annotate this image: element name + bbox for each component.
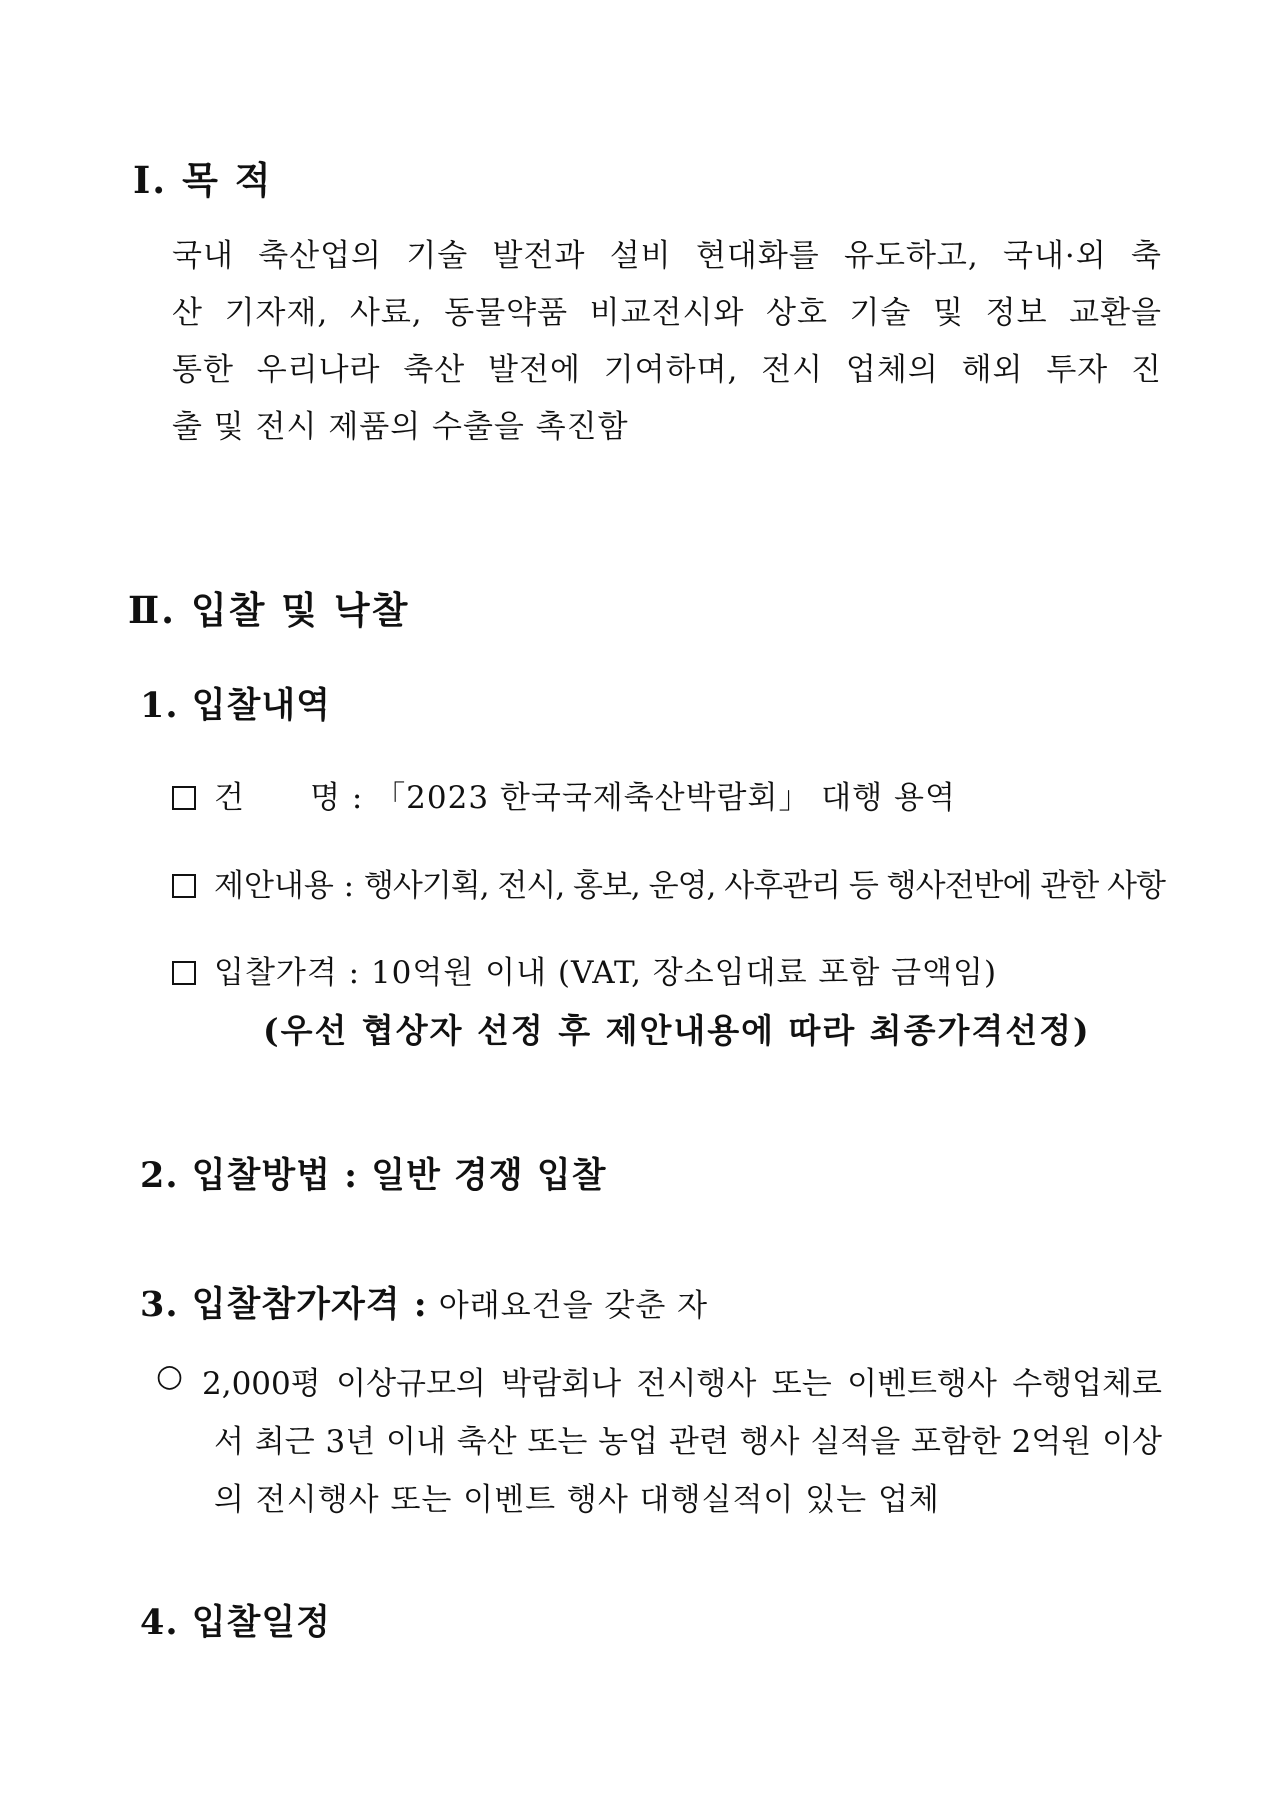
- purpose-line-3: 통한 우리나라 축산 발전에 기여하며, 전시 업체의 해외 투자 진: [172, 352, 1162, 388]
- bid-item-separator: :: [341, 780, 375, 816]
- checkbox-icon: [172, 961, 196, 985]
- section-1-heading: Ⅰ. 목 적: [133, 158, 273, 202]
- bid-item-label: 제안내용: [214, 868, 334, 904]
- bid-item-price: [172, 947, 997, 992]
- subsection-3-heading-tail: 아래요건을 갖춘 자: [438, 1288, 709, 1324]
- qualification-line-3: 의 전시행사 또는 이벤트 행사 대행실적이 있는 업체: [214, 1482, 940, 1518]
- bid-item-label: 건 명: [214, 780, 342, 816]
- subsection-4-heading: 4. 입찰일정: [140, 1602, 331, 1643]
- purpose-line-2: 산 기자재, 사료, 동물약품 비교전시와 상호 기술 및 정보 교환을: [172, 295, 1162, 331]
- bid-item-value: 행사기획, 전시, 홍보, 운영, 사후관리 등 행사전반에 관한 사항: [363, 868, 1165, 904]
- checkbox-icon: [172, 874, 196, 898]
- subsection-3-heading-row: [140, 1277, 708, 1327]
- checkbox-icon: [172, 786, 196, 810]
- bid-item-separator: :: [337, 955, 371, 991]
- subsection-2-heading: 2. 입찰방법 : 일반 경쟁 입찰: [140, 1155, 607, 1196]
- price-note: (우선 협상자 선정 후 제안내용에 따라 최종가격선정): [263, 1011, 1091, 1050]
- bid-item-separator: :: [333, 868, 364, 904]
- purpose-line-4: 출 및 전시 제품의 수출을 촉진함: [172, 409, 629, 445]
- bid-item-title: [172, 772, 956, 817]
- bid-item-label: 입찰가격: [214, 955, 338, 991]
- bid-item-content: [172, 860, 1165, 905]
- qualification-bullet: ○: [156, 1358, 185, 1394]
- bid-item-value: 10억원 이내 (VAT, 장소임대료 포함 금액임): [370, 955, 998, 991]
- qualification-line-2: 서 최근 3년 이내 축산 또는 농업 관련 행사 실적을 포함한 2억원 이상: [214, 1424, 1162, 1460]
- qualification-line-1: 2,000평 이상규모의 박람회나 전시행사 또는 이벤트행사 수행업체로: [202, 1366, 1162, 1402]
- subsection-1-heading: 1. 입찰내역: [140, 685, 331, 726]
- bid-item-value: 「2023 한국국제축산박람회」 대행 용역: [374, 780, 956, 816]
- section-2-heading: Ⅱ. 입찰 및 낙찰: [128, 588, 410, 632]
- subsection-3-heading: 3. 입찰참가자격 :: [140, 1284, 428, 1325]
- purpose-line-1: 국내 축산업의 기술 발전과 설비 현대화를 유도하고, 국내·외 축: [172, 238, 1162, 274]
